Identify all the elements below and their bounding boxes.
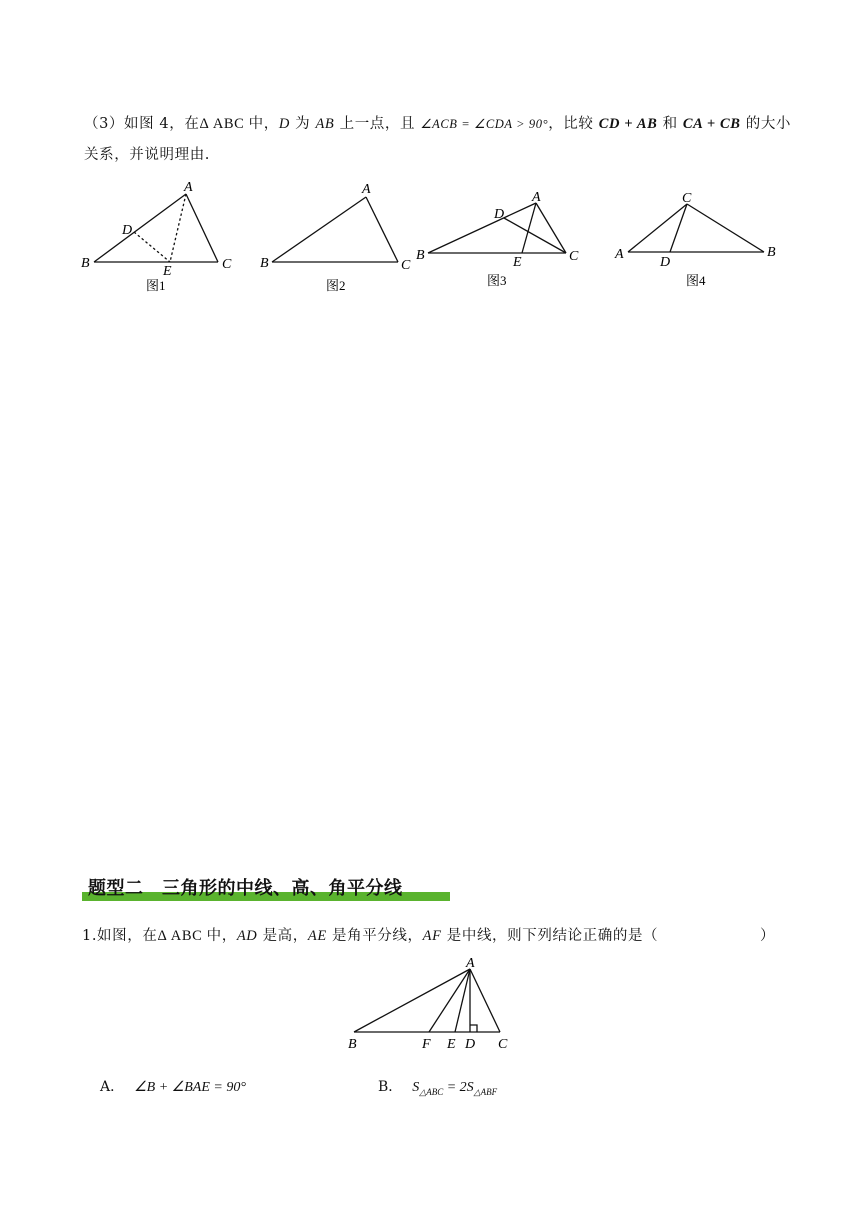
fig1-dashed-de: [134, 232, 170, 262]
fig3-segment-dc: [504, 218, 566, 253]
fig2-label-b: B: [260, 256, 269, 271]
q1fig-bisector-ae: [455, 969, 470, 1032]
option-a[interactable]: [100, 1076, 246, 1096]
q1-prefix: 1.如图，在: [82, 928, 158, 944]
option-b[interactable]: [378, 1076, 497, 1098]
option-b-sub-2: △ABF: [473, 1086, 498, 1097]
q3-is-on: 为: [289, 116, 316, 132]
fig4-label-b: B: [767, 245, 776, 260]
q3-d-var: D: [278, 116, 290, 132]
section-title: 题型二 三角形的中线、高、角平分线: [88, 878, 403, 899]
fig2-side-ac: [366, 197, 398, 262]
question-1-figure: [340, 954, 530, 1054]
q1fig-side-ba: [354, 969, 470, 1032]
q1fig-label-b: B: [348, 1037, 357, 1052]
fig2-caption: 图2: [326, 278, 346, 293]
fig3-label-c: C: [569, 249, 579, 264]
fig4-label-d: D: [660, 255, 671, 270]
q3-expr-1: CD + AB: [598, 116, 658, 132]
q1fig-label-e: E: [447, 1037, 456, 1052]
q3-expr-2: CA + CB: [682, 116, 741, 132]
question-3-line-2: [84, 143, 210, 164]
q3-compare: ，比较: [548, 116, 599, 132]
q1fig-side-ac: [470, 969, 500, 1032]
q3-triangle: Δ ABC 中，: [199, 116, 279, 132]
q3-and: 和: [657, 116, 683, 132]
question-1-line: [82, 924, 658, 945]
fig3-segment-ae: [522, 203, 536, 253]
question-3-line-1: [84, 112, 791, 133]
fig2-label-c: C: [401, 258, 411, 273]
q1-text-2: 是角平分线，: [326, 928, 423, 944]
q1fig-median-af: [429, 969, 470, 1032]
fig1-label-b: B: [81, 256, 90, 271]
q1-ad: AD: [236, 928, 258, 944]
figure-1: [76, 178, 246, 298]
fig1-label-d: D: [122, 223, 133, 238]
q1-text-1: 是高，: [257, 928, 308, 944]
q3-prefix: （3）如图 4，在: [84, 116, 200, 132]
fig4-label-c: C: [682, 191, 692, 206]
fig3-label-d: D: [494, 207, 505, 222]
option-b-s: S: [412, 1080, 420, 1095]
fig2-label-a: A: [362, 182, 371, 197]
fig1-caption: 图1: [146, 278, 166, 293]
fig3-label-b: B: [416, 248, 425, 263]
q1-text-3: 是中线，则下列结论正确的是（: [441, 928, 659, 944]
q3-angle-condition: ∠ACB = ∠CDA > 90°: [420, 117, 549, 131]
q1fig-label-a: A: [466, 956, 475, 971]
fig1-label-a: A: [184, 180, 193, 195]
option-a-label: A．: [100, 1079, 125, 1095]
q1fig-label-c: C: [498, 1037, 508, 1052]
q1fig-label-d: D: [465, 1037, 476, 1052]
q3-ab: AB: [315, 116, 335, 132]
fig3-side-ac: [536, 203, 566, 253]
fig4-side-cb: [687, 204, 764, 252]
fig2-side-ba: [272, 197, 366, 262]
fig4-caption: 图4: [686, 273, 706, 288]
fig1-side-ba: [94, 194, 186, 262]
q3-tail: 的大小: [740, 116, 792, 132]
fig3-caption: 图3: [487, 273, 507, 288]
figure-4: [612, 178, 792, 298]
option-b-eq: = 2S: [443, 1080, 474, 1095]
fig3-side-ba: [428, 203, 536, 253]
q1-af: AF: [422, 928, 442, 944]
q1fig-right-angle-mark: [470, 1025, 477, 1032]
option-b-label: B．: [378, 1079, 403, 1095]
figure-3: [414, 178, 594, 298]
fig1-label-c: C: [222, 257, 232, 272]
fig3-label-a: A: [532, 190, 541, 205]
q1-ae: AE: [307, 928, 327, 944]
option-a-text: ∠B + ∠BAE = 90°: [134, 1080, 246, 1095]
fig1-side-ac: [186, 194, 218, 262]
fig1-label-e: E: [163, 264, 172, 279]
q3-line-2-text: 关系，并说明理由.: [84, 147, 211, 163]
q1-close-paren: ）: [760, 928, 776, 944]
q3-on-point: 上一点，且: [334, 116, 421, 132]
fig3-label-e: E: [513, 255, 522, 270]
q1fig-label-f: F: [422, 1037, 431, 1052]
option-b-sub-1: △ABC: [419, 1086, 444, 1097]
fig4-label-a: A: [615, 247, 624, 262]
q1-triangle: Δ ABC 中，: [157, 928, 237, 944]
figure-2: [256, 178, 426, 298]
